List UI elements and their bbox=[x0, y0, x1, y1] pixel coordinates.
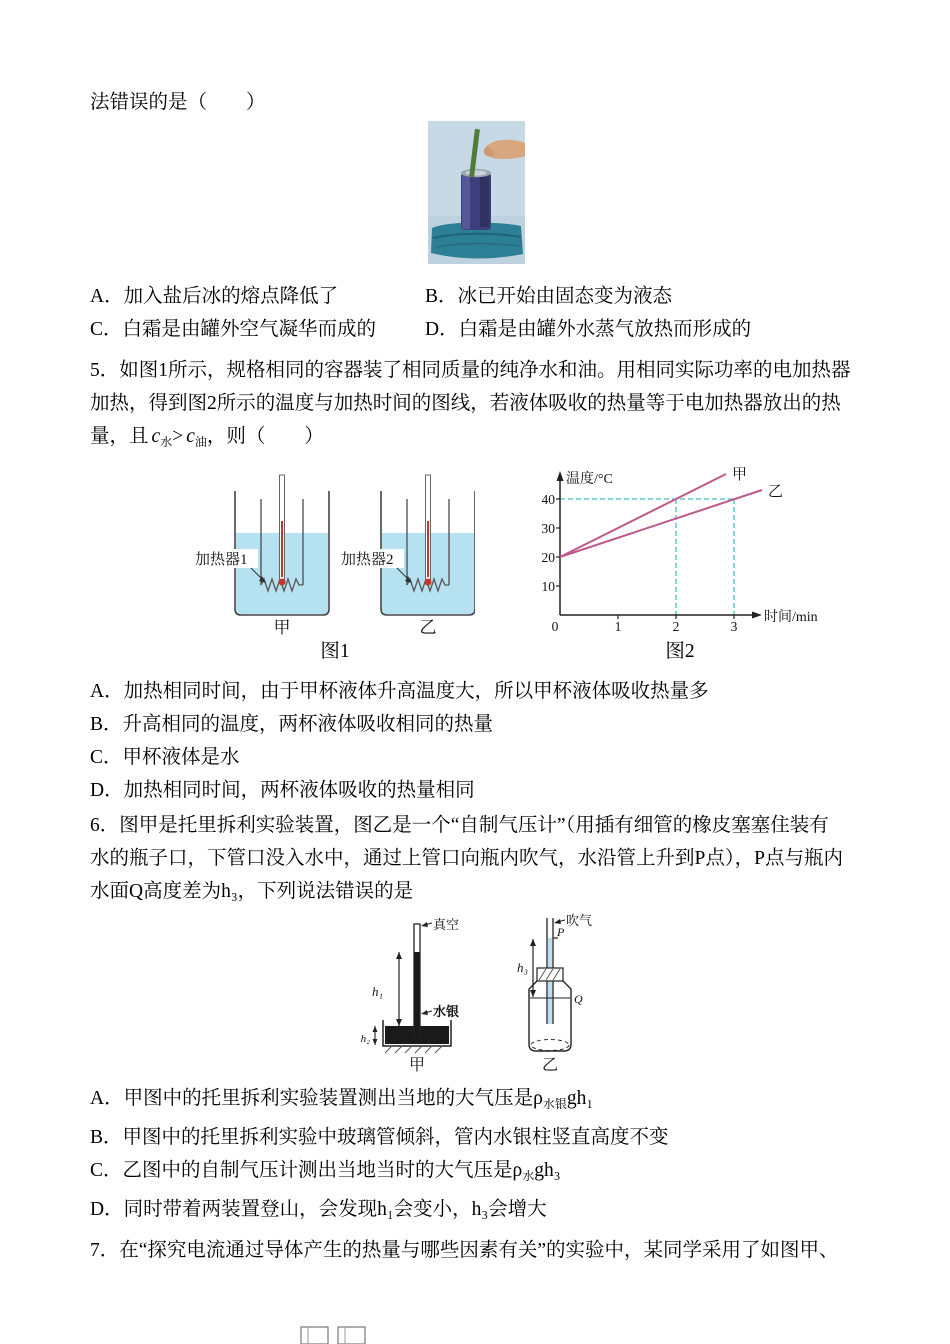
beaker-jia-label: 甲 bbox=[273, 618, 291, 637]
x-tick: 3 bbox=[730, 619, 738, 634]
figure2-caption: 图2 bbox=[665, 641, 695, 662]
point-p-label: P bbox=[557, 925, 565, 939]
vacuum-label: 真空 bbox=[433, 917, 460, 932]
q6-figure bbox=[345, 912, 615, 1074]
subscript-water: 水 bbox=[522, 1169, 535, 1183]
x-axis-arrow bbox=[752, 612, 762, 619]
q5-stem-line3-pre: 量，且 bbox=[90, 426, 149, 447]
beaker-yi-label: 乙 bbox=[419, 618, 437, 637]
x-tick: 2 bbox=[672, 619, 680, 634]
beaker-yi bbox=[340, 475, 475, 637]
heater2-label: 加热器2 bbox=[341, 552, 394, 568]
axes bbox=[560, 477, 754, 615]
q5-figure1-beakers bbox=[195, 461, 475, 637]
y-tick: 20 bbox=[541, 550, 555, 565]
h3-label: h₃ bbox=[516, 960, 528, 975]
option-text: B．甲图中的托里拆利实验中玻璃管倾斜，管内水银柱竖直高度不变 bbox=[90, 1127, 669, 1148]
option-text: A．甲图中的托里拆利实验装置测出当地的大气压是ρ bbox=[90, 1088, 543, 1109]
mercury-column bbox=[414, 952, 420, 1038]
q5-stem bbox=[90, 354, 862, 459]
y-axis-label: 温度/°C bbox=[566, 472, 613, 487]
figure-jia-label: 甲 bbox=[408, 1057, 426, 1074]
q5-stem-line3-post: ，则（ ） bbox=[206, 426, 324, 447]
option-text: gh₃ bbox=[534, 1160, 561, 1181]
q5-figure1 bbox=[195, 461, 475, 667]
subscript-oil: 油 bbox=[194, 435, 207, 449]
q6-options bbox=[90, 1082, 862, 1226]
x-tick: 0 bbox=[551, 619, 559, 634]
y-tick: 40 bbox=[541, 492, 555, 507]
y-axis-arrow bbox=[557, 471, 564, 481]
q6-option-a bbox=[90, 1082, 862, 1121]
q6-stem-line2: 水的瓶子口，下管口没入水中，通过上管口向瓶内吹气，水沿管上升到P点），P点与瓶内 bbox=[90, 848, 843, 869]
q4-option-a: A．加入盐后冰的熔点降低了 bbox=[90, 286, 339, 307]
mercury-label: 水银 bbox=[433, 1004, 460, 1019]
subscript-mercury: 水银 bbox=[542, 1097, 567, 1111]
greater-than-sign: > bbox=[172, 426, 184, 447]
dashed-guides bbox=[560, 499, 734, 615]
point-q-label: Q bbox=[574, 992, 583, 1006]
q5-figures bbox=[195, 461, 862, 667]
q5-option-c: C．甲杯液体是水 bbox=[90, 747, 240, 768]
y-tick: 10 bbox=[541, 579, 555, 594]
h1-label: h₁ bbox=[371, 984, 383, 999]
line-yi bbox=[560, 490, 762, 557]
heater1-label: 加热器1 bbox=[195, 552, 248, 568]
figure-yi-label: 乙 bbox=[541, 1057, 559, 1074]
q4-option-c: C．白霜是由罐外空气凝华而成的 bbox=[90, 319, 377, 340]
q5-stem-line2: 加热，得到图2所示的温度与加热时间的图线，若液体吸收的热量等于电加热器放出的热 bbox=[90, 393, 841, 414]
q7-stem-line: 7．在“探究电流通过导体产生的热量与哪些因素有关”的实验中，某同学采用了如图甲、 bbox=[90, 1240, 839, 1261]
q7-partial-figure bbox=[300, 1323, 370, 1344]
q6-figure-wrap bbox=[345, 912, 862, 1074]
q4-photo-salt-ice-can bbox=[428, 121, 525, 264]
line-jia-label: 甲 bbox=[732, 467, 748, 483]
beaker-jia bbox=[195, 475, 329, 637]
q5-option-b: B．升高相同的温度，两杯液体吸收相同的热量 bbox=[90, 714, 494, 735]
q6-option-b bbox=[90, 1121, 862, 1154]
x-tick: 1 bbox=[614, 619, 622, 634]
homemade-barometer bbox=[517, 913, 592, 1074]
q5-stem-line3 bbox=[90, 420, 862, 459]
q6-stem bbox=[90, 809, 862, 908]
q6-option-d bbox=[90, 1193, 862, 1226]
option-text: gh₁ bbox=[566, 1088, 594, 1109]
x-axis-label: 时间/min bbox=[764, 610, 818, 625]
figure1-caption: 图1 bbox=[320, 641, 350, 662]
q4-figure-wrap bbox=[90, 121, 862, 266]
q5-stem-line1: 5．如图1所示，规格相同的容器装了相同质量的纯净水和油。用相同实际功率的电加热器 bbox=[90, 360, 851, 381]
symbol-c-oil: c bbox=[186, 426, 195, 447]
q5-options bbox=[90, 675, 862, 807]
option-text: C．乙图中的自制气压计测出当地当时的大气压是ρ bbox=[90, 1160, 523, 1181]
option-text: D．同时带着两装置登山，会发现h₁会变小，h₃会增大 bbox=[90, 1199, 547, 1220]
bottle-bottom-dashed bbox=[531, 1040, 569, 1051]
y-tick: 30 bbox=[541, 521, 555, 536]
q5-option-a: A．加热相同时间，由于甲杯液体升高温度大，所以甲杯液体吸收热量多 bbox=[90, 681, 709, 702]
q5-figure2-graph bbox=[530, 465, 830, 637]
q4-option-d: D．白霜是由罐外水蒸气放热而形成的 bbox=[425, 319, 752, 340]
q5-option-d: D．加热相同时间，两杯液体吸收的热量相同 bbox=[90, 780, 475, 801]
torricelli-apparatus bbox=[361, 917, 459, 1074]
subscript-water: 水 bbox=[160, 435, 173, 449]
blow-label: 吹气 bbox=[566, 913, 593, 928]
symbol-c-water: c bbox=[151, 426, 161, 447]
q6-option-c bbox=[90, 1154, 862, 1193]
q6-stem-line3: 水面Q高度差为h₃，下列说法错误的是 bbox=[90, 881, 414, 902]
line-yi-label: 乙 bbox=[768, 484, 784, 500]
h2-label: h₂ bbox=[360, 1033, 370, 1045]
q6-stem-line1: 6．图甲是托里拆利实验装置，图乙是一个“自制气压计”（用插有细管的橡皮塞塞住装有 bbox=[90, 815, 829, 836]
q4-stem-tail: 法错误的是（ ） bbox=[90, 92, 266, 113]
q5-figure2 bbox=[530, 465, 830, 667]
q4-options bbox=[90, 280, 862, 346]
trough-hatching bbox=[385, 1046, 442, 1053]
q4-option-b: B．冰已开始由固态变为液态 bbox=[425, 286, 673, 307]
